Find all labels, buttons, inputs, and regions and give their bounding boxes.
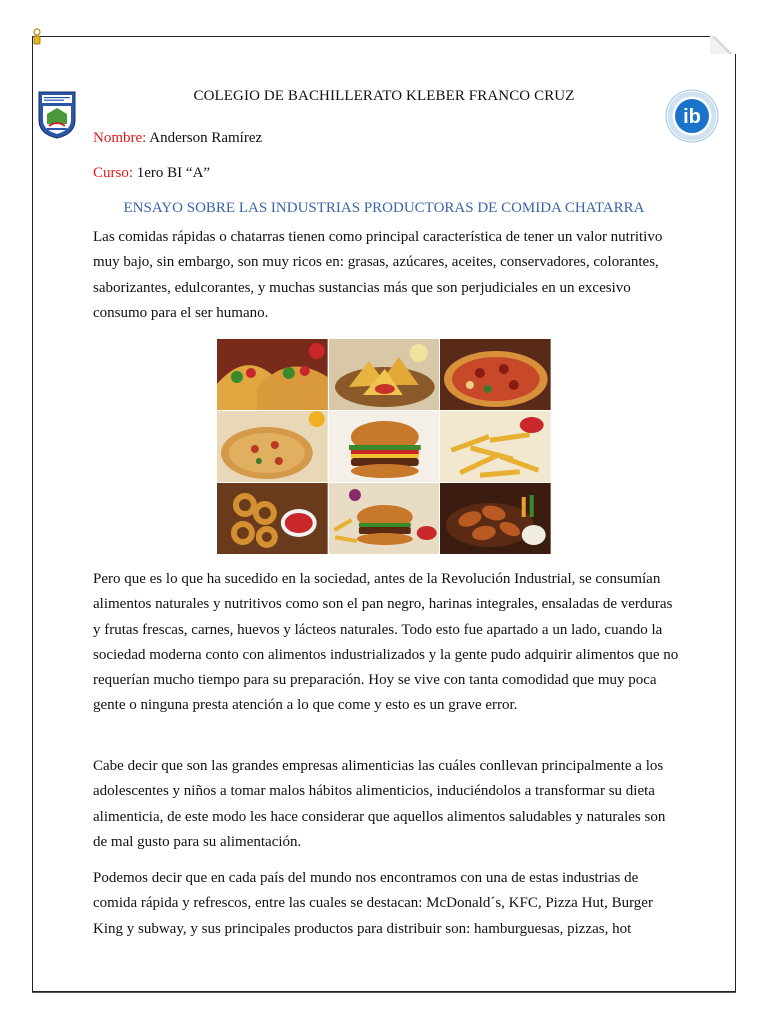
course-label: Curso: <box>93 165 134 181</box>
essay-title: ENSAYO SOBRE LAS INDUSTRIAS PRODUCTORAS DE COMIDA CHATARRA <box>123 200 645 216</box>
tacos-photo <box>217 339 328 410</box>
page-bottom-rule <box>32 992 736 993</box>
nachos-photo <box>329 339 440 410</box>
course-value: 1ero BI “A” <box>133 165 211 181</box>
pizza-photo <box>440 339 551 410</box>
chicken-wings-photo <box>440 483 551 554</box>
onion-rings-photo <box>217 483 328 554</box>
binder-clip-icon <box>32 28 42 46</box>
paragraph-4: Podemos decir que en cada país del mundo nos encontramos con una de estas industrias de comida rápida y refrescos, entre las cuales se destacan: McDonald´s, KFC, Pizza Hut, Burger King y subway, y sus principales productos para distribuir son: hamburguesas, pizzas, hot <box>93 870 653 937</box>
page-fold-corner <box>710 36 736 54</box>
name-label: Nombre: <box>93 130 147 146</box>
burger-photo <box>329 411 440 482</box>
ib-mark-text: ib <box>683 106 701 128</box>
fast-food-collage <box>217 339 551 554</box>
course-line <box>93 165 210 182</box>
burger-fries-photo <box>329 483 440 554</box>
school-name-heading: COLEGIO DE BACHILLERATO KLEBER FRANCO CRUZ <box>193 88 575 104</box>
paragraph-3: Cabe decir que son las grandes empresas alimenticias las cuáles conllevan principalmente a los adolescentes y niños a tomar malos hábitos alimenticios, induciéndolos a transformar su dieta alimenticia, de este modo les hace considerar que aquellos alimentos saludables y naturales son de mal gusto para su alimentación. <box>93 758 666 850</box>
pizza-whole-photo <box>217 411 328 482</box>
paragraph-1: Las comidas rápidas o chatarras tienen como principal característica de tener un valor nutritivo muy bajo, sin embargo, son muy ricos en: grasas, azúcares, aceites, conservadores, colorantes, saborizantes, edulcorantes, y muchas sustancias más que son perjudiciales en un excesivo consumo para el ser humano. <box>93 229 663 321</box>
name-value: Anderson Ramírez <box>146 130 263 146</box>
student-name-line <box>93 130 262 147</box>
paragraph-2: Pero que es lo que ha sucedido en la sociedad, antes de la Revolución Industrial, se consumían alimentos naturales y nutritivos como son el pan negro, harinas integrales, ensaladas de verduras y frutas frescas, carnes, huevos y lácteos naturales. Todo esto fue apartado a un lado, cuando la sociedad moderna conto con alimentos industrializados y la gente pudo adquirir alimentos que no requerían mucho tiempo para su preparación. Hoy se vive con tanta comodidad que muy poca gente o ninguna presta atención a lo que come y esto es un grave error. <box>93 571 679 714</box>
fries-photo <box>440 411 551 482</box>
